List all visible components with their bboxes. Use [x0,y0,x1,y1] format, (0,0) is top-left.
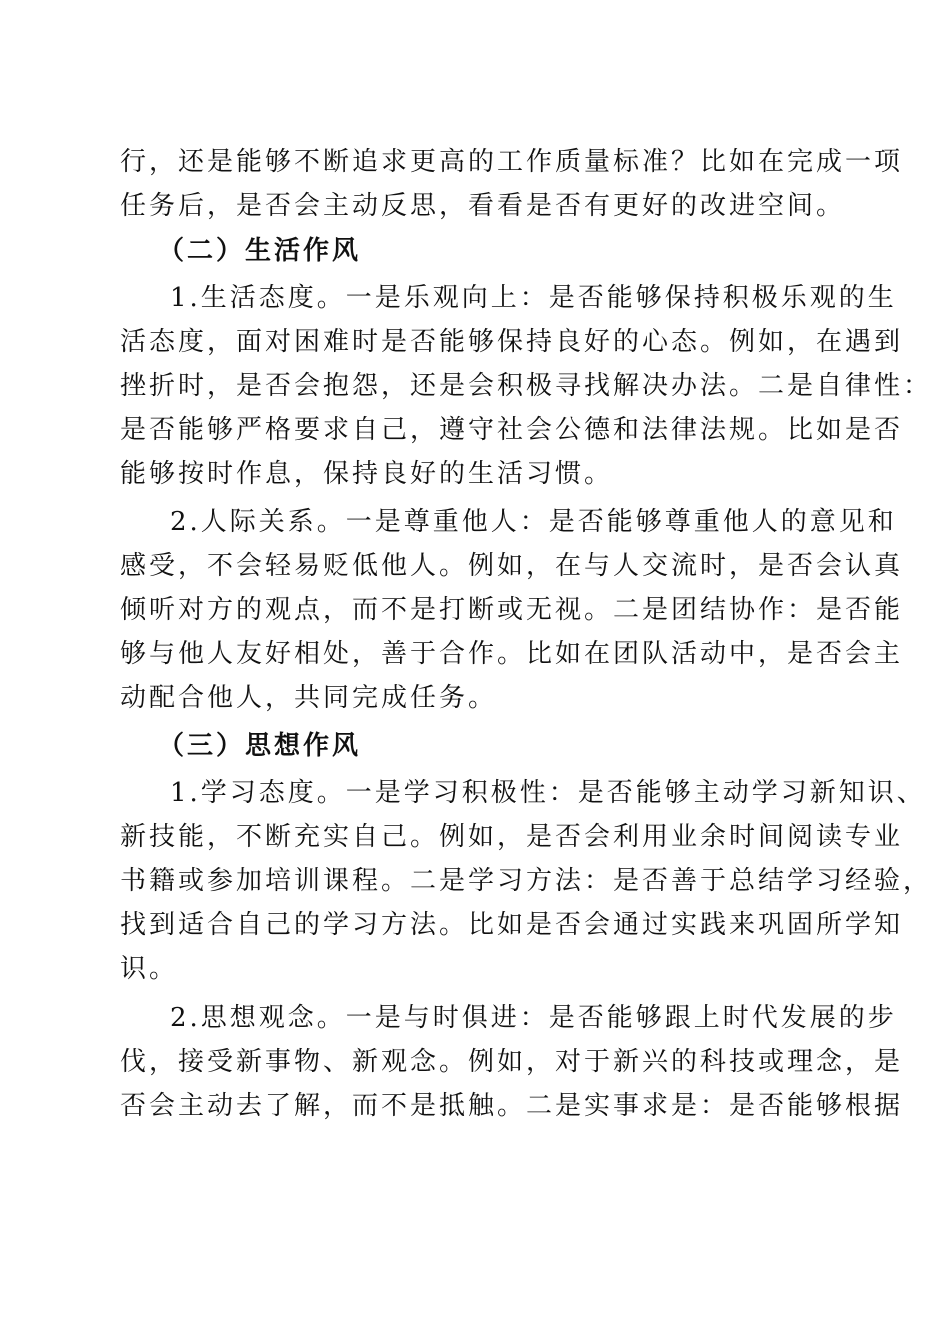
paragraph-line: 够与他人友好相处，善于合作。比如在团队活动中，是否会主 [120,639,904,669]
paragraph-line: 找到适合自己的学习方法。比如是否会通过实践来巩固所学知 [120,910,904,940]
section-heading: （三）思想作风 [158,731,362,761]
paragraph-line: 行，还是能够不断追求更高的工作质量标准？比如在完成一项 [120,147,904,177]
paragraph-line: 挫折时，是否会抱怨，还是会积极寻找解决办法。二是自律性： [120,371,933,401]
paragraph-line: 伐，接受新事物、新观念。例如，对于新兴的科技或理念，是 [120,1047,904,1077]
paragraph-line: 识。 [120,954,179,984]
paragraph-line: 是否能够严格要求自己，遵守社会公德和法律法规。比如是否 [120,415,904,445]
paragraph-line: 感受，不会轻易贬低他人。例如，在与人交流时，是否会认真 [120,551,904,581]
paragraph-line: 活态度，面对困难时是否能够保持良好的心态。例如，在遇到 [120,327,904,357]
paragraph-line: 倾听对方的观点，而不是打断或无视。二是团结协作：是否能 [120,595,904,625]
paragraph-line: 2.思想观念。一是与时俱进：是否能够跟上时代发展的步 [170,1003,897,1033]
section-heading: （二）生活作风 [158,236,362,266]
paragraph-line: 能够按时作息，保持良好的生活习惯。 [120,459,614,489]
paragraph-line: 2.人际关系。一是尊重他人：是否能够尊重他人的意见和 [170,507,897,537]
paragraph-line: 书籍或参加培训课程。二是学习方法：是否善于总结学习经验， [120,866,933,896]
paragraph-line: 否会主动去了解，而不是抵触。二是实事求是：是否能够根据 [120,1091,904,1121]
paragraph-line: 新技能，不断充实自己。例如，是否会利用业余时间阅读专业 [120,822,904,852]
paragraph-line: 1.生活态度。一是乐观向上：是否能够保持积极乐观的生 [170,283,897,313]
paragraph-line: 动配合他人，共同完成任务。 [120,683,498,713]
paragraph-line: 1.学习态度。一是学习积极性：是否能够主动学习新知识、 [170,778,926,808]
paragraph-line: 任务后，是否会主动反思，看看是否有更好的改进空间。 [120,191,846,221]
